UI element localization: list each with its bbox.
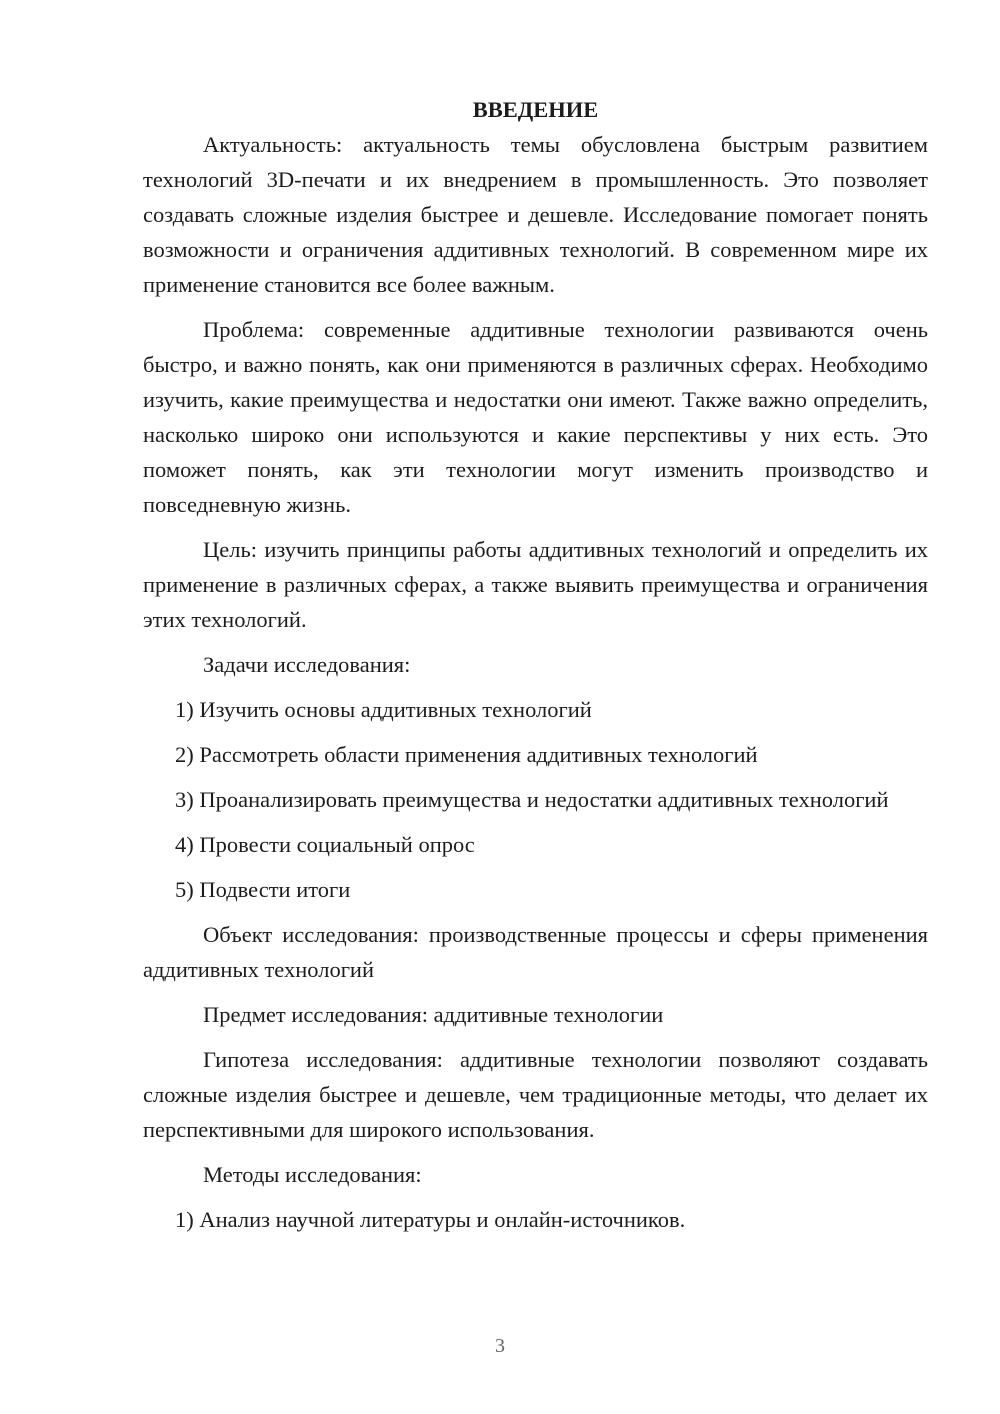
- document-page: [143, 92, 928, 1247]
- tasks-heading: Задачи исследования:: [203, 652, 411, 677]
- paragraph-relevance: Актуальность: актуальность темы обусловлена быстрым развитием технологий 3D-печати и их внедрением в промышленность. Это позволяет создавать сложные изделия быстрее и дешевле. Исследование помогает понять возможности и ограничения аддитивных технологий. В современном мире их применение становится все более важным.: [143, 132, 928, 297]
- methods-heading: Методы исследования:: [203, 1162, 422, 1187]
- task-item-2: 2) Рассмотреть области применения аддитивных технологий: [175, 742, 758, 767]
- paragraph-object: Объект исследования: производственные процессы и сферы применения аддитивных технологий: [143, 922, 928, 982]
- task-item-5: 5) Подвести итоги: [175, 877, 351, 902]
- paragraph-hypothesis: Гипотеза исследования: аддитивные технологии позволяют создавать сложные изделия быстрее и дешевле, чем традиционные методы, что делает их перспективными для широкого использования.: [143, 1047, 928, 1142]
- page-number: 3: [495, 1335, 505, 1357]
- task-item-4: 4) Провести социальный опрос: [175, 832, 475, 857]
- task-item-3: 3) Проанализировать преимущества и недостатки аддитивных технологий: [175, 787, 889, 812]
- method-item-1: 1) Анализ научной литературы и онлайн-источников.: [175, 1207, 686, 1232]
- paragraph-problem: Проблема: современные аддитивные технологии развиваются очень быстро, и важно понять, как они применяются в различных сферах. Необходимо изучить, какие преимущества и недостатки они имеют. Также важно определить, насколько широко они используются и какие перспективы у них есть. Это поможет понять, как эти технологии могут изменить производство и повседневную жизнь.: [143, 317, 928, 517]
- paragraph-goal: Цель: изучить принципы работы аддитивных технологий и определить их применение в различных сферах, а также выявить преимущества и ограничения этих технологий.: [143, 537, 928, 632]
- section-title: ВВЕДЕНИЕ: [472, 97, 599, 122]
- paragraph-subject: Предмет исследования: аддитивные технологии: [203, 1002, 664, 1027]
- task-item-1: 1) Изучить основы аддитивных технологий: [175, 697, 592, 722]
